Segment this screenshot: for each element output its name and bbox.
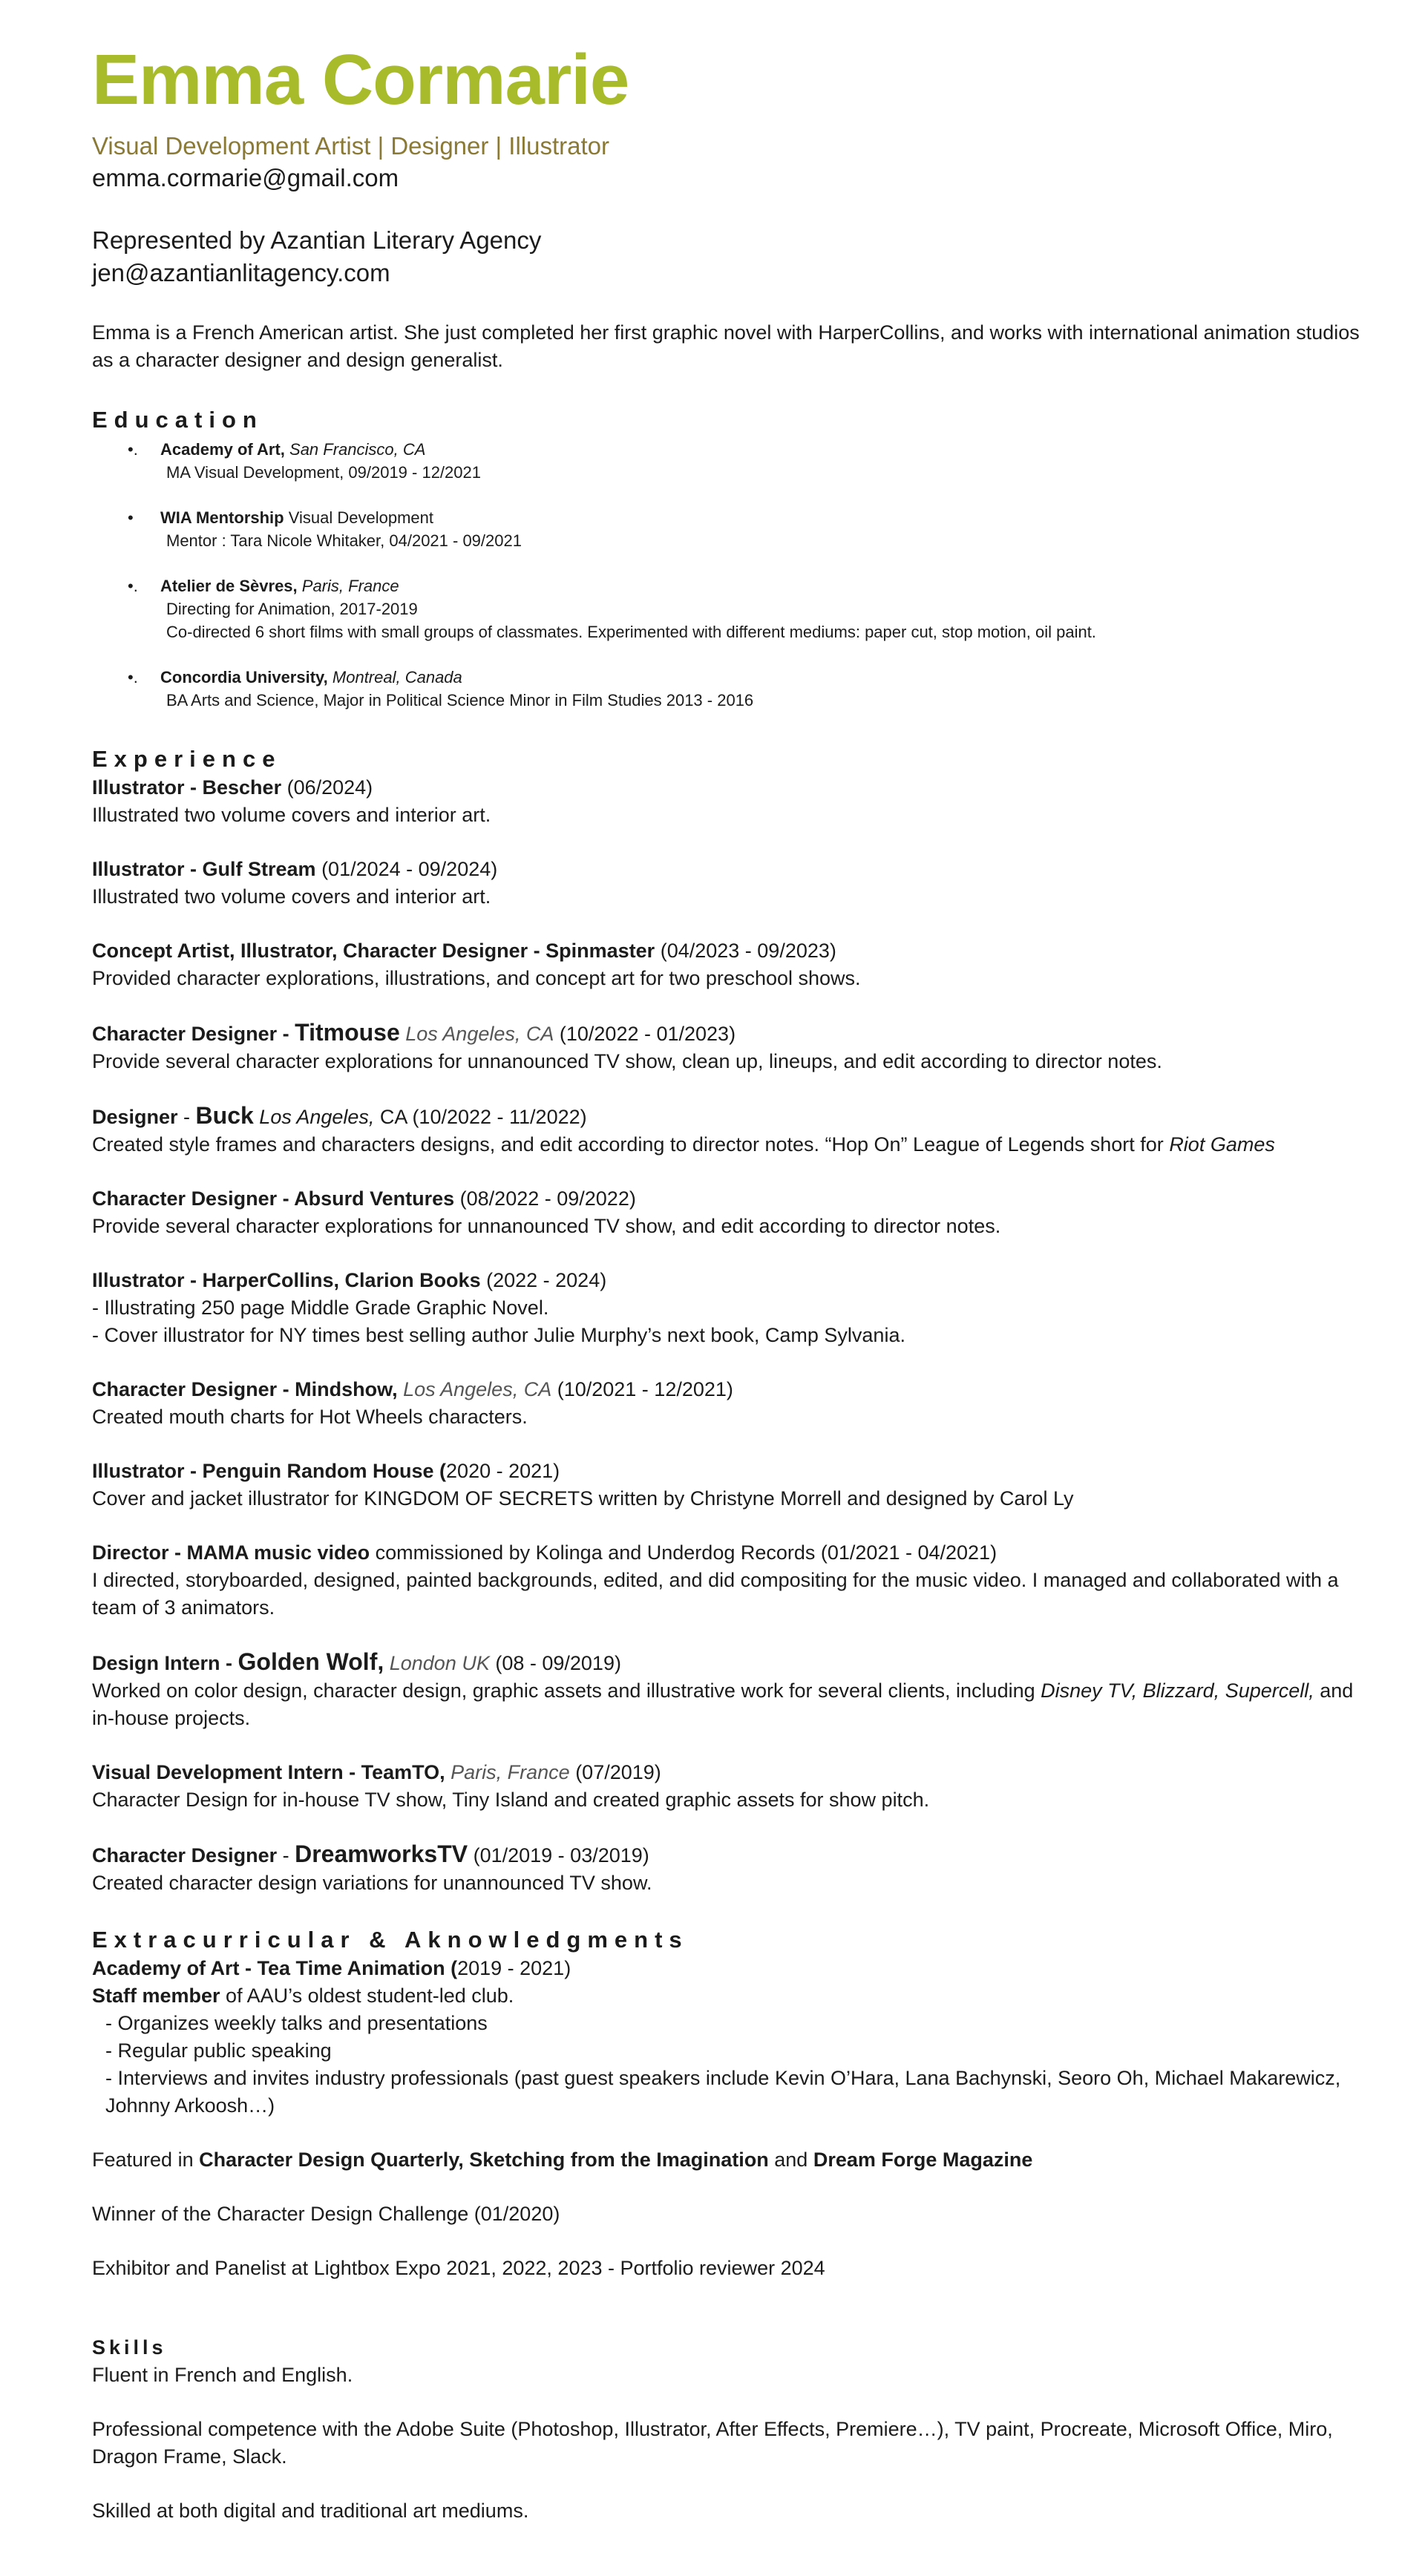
experience-item: Character Designer - Absurd Ventures (08/2022 - 09/2022) Provide several character explorations for unnanounced TV show, and edit according to director notes. (92, 1187, 1001, 1237)
experience-item: Concept Artist, Illustrator, Character Designer - Spinmaster (04/2023 - 09/2023) Provided character explorations, illustrations, and concept art for two preschool shows. (92, 940, 861, 989)
person-name: Emma Cormarie (92, 40, 629, 119)
experience-item: Visual Development Intern - TeamTO, Paris, France (07/2019) Character Design for in-house TV show, Tiny Island and created graphic assets for show pitch. (92, 1761, 930, 1811)
experience-item: Character Designer - DreamworksTV (01/2019 - 03/2019) Created character design variations for unannounced TV show. (92, 1841, 652, 1894)
experience-item: Character Designer - Mindshow, Los Angeles, CA (10/2021 - 12/2021) Created mouth charts for Hot Wheels characters. (92, 1378, 733, 1428)
experience-item: Illustrator - Bescher (06/2024) Illustrated two volume covers and interior art. (92, 776, 491, 826)
experience-item: Character Designer - Titmouse Los Angeles, CA (10/2022 - 01/2023) Provide several character explorations for unnanounced TV show, clean up, lineups, and edit according to director notes. (92, 1019, 1162, 1072)
winner-line: Winner of the Character Design Challenge (01/2020) (92, 2203, 560, 2225)
education-item: • WIA Mentorship Visual Development Mentor : Tara Nicole Whitaker, 04/2021 - 09/2021 (128, 508, 522, 550)
email-link[interactable]: emma.cormarie@gmail.com (92, 164, 399, 191)
experience-item: Director - MAMA music video commissioned by Kolinga and Underdog Records (01/2021 - 04/2021) I directed, storyboarded, designed, painted backgrounds, edited, and did compositing for the music video. I managed and collaborated with a team of 3 animators. (92, 1541, 1339, 1619)
experience-title: Experience (92, 746, 282, 772)
education-item: •. Concordia University, Montreal, Canada BA Arts and Science, Major in Political Science Minor in Film Studies 2013 - 2016 (128, 668, 754, 709)
skills-title: Skills (92, 2336, 167, 2359)
list-item: - Interviews and invites industry professionals (past guest speakers include Kevin O’Hara, Lana Bachynski, Seoro Oh, Michael Makarewicz, Johnny Arkoosh…) (105, 2067, 1341, 2117)
skill-line: Professional competence with the Adobe Suite (Photoshop, Illustrator, After Effects, Premiere…), TV paint, Procreate, Microsoft Office, Miro, Dragon Frame, Slack. (92, 2418, 1333, 2468)
exhibitor-line: Exhibitor and Panelist at Lightbox Expo 2021, 2022, 2023 - Portfolio reviewer 2024 (92, 2257, 825, 2279)
experience-item: Illustrator - Penguin Random House (2020 - 2021) Cover and jacket illustrator for KINGDOM OF SECRETS written by Christyne Morrell and designed by Carol Ly (92, 1460, 1074, 1510)
skill-line: Skilled at both digital and traditional art mediums. (92, 2500, 529, 2522)
resume-content: Emma Cormarie Visual Development Artist | Designer | Illustrator emma.cormarie@gmail.com Represented by Azantian Literary Agency jen@azantianlitagency.com Emma is a French American artist. She just completed her first graphic novel with HarperCollins, and works with international animation studios as a character designer and design generalist. Education •. Academy of Art, San Francisco, CA MA Visual Development, 09/2019 - 12/2021 • WIA Mentorship Visual Development Mentor : Tara Nicole Whitaker, 04/2021 - 09/2021 •. Atelier de Sèvres, Paris, France Directing for Animation, 2017-2019 Co-directed 6 short films with small groups of classmates. Experimented with different mediums: paper cut, stop motion, oil paint. •. Concordia University, Montreal, Canada BA Arts and Science, Major in Political Science Minor in Film Studies 2013 - 2016 Experience Illustrator - Bescher (06/2024) Illustrated two volume covers and interior art. Illustrator - Gulf Stream (01/2024 - 09/2024) Illustrated two volume covers and interior art. Concept Artist, Illustrator, Character Designer - Spinmaster (04/2023 - 09/2023) Provided character explorations, illustrations, and concept art for two preschool shows. Character Designer - Titmouse Los Angeles, CA (10/2022 - 01/2023) Provide several character explorations for unnanounced TV show, clean up, lineups, and edit according to director notes. Designer - Buck Los Angeles, CA (10/2022 - 11/2022) Created style frames and characters designs, and edit according to director notes. “Hop On” League of Legends short for Riot Games Character Designer - Absurd Ventures (08/2022 - 09/2022) Provide several character explorations for unnanounced TV show, and edit according to director notes. Illustrator - HarperCollins, Clarion Books (2022 - 2024) - Illustrating 250 page Middle Grade Graphic Novel. - Cover illustrator for NY times best selling author Julie Murphy’s next book, Camp Sylvania. Character Designer - Mindshow, Los Angeles, CA (10/2021 - 12/2021) Created mouth charts for Hot Wheels characters. Illustrator - Penguin Random House (2020 - 2021) Cover and jacket illustrator for KINGDOM OF SECRETS written by Christyne Morrell and designed by Carol Ly Director - MAMA music video commissioned by Kolinga and Underdog Records (01/2021 - 04/2021) I directed, storyboarded, designed, painted backgrounds, edited, and did compositing for the music video. I managed and collaborated with a team of 3 animators. Design Intern - Golden Wolf, London UK (08 - 09/2019) Worked on color design, character design, graphic assets and illustrative work for several clients, including Disney TV, Blizzard, Supercell, and in-house projects. Visual Development Intern - TeamTO, Paris, France (07/2019) Character Design for in-house TV show, Tiny Island and created graphic assets for show pitch. Character Designer - DreamworksTV (01/2019 - 03/2019) Created character design variations for unannounced TV show. Extracurricular & Aknowledgments Academy of Art - Tea Time Animation (2019 - 2021) Staff member of AAU’s oldest student-led club. - Organizes weekly talks and presentations - Regular public speaking - Interviews and invites industry professionals (past guest speakers include Kevin O’Hara, Lana Bachynski, Seoro Oh, Michael Makarewicz, Johnny Arkoosh…) Featured in Character Design Quarterly, Sketching from the Imagination and Dream Forge Magazine Winner of the Character Design Challenge (01/2020) Exhibitor and Panelist at Lightbox Expo 2021, 2022, 2023 - Portfolio reviewer 2024 Skills Fluent in French and English. Professional competence with the Adobe Suite (Photoshop, Illustrator, After Effects, Premiere…), TV paint, Procreate, Microsoft Office, Miro, Dragon Frame, Slack. Skilled at both digital and traditional art mediums. (92, 36, 1376, 2525)
job-subtitle: Visual Development Artist | Designer | Illustrator (92, 132, 609, 160)
featured-line: Featured in Character Design Quarterly, Sketching from the Imagination and Dream Forge Magazine (92, 2149, 1033, 2171)
experience-item: Designer - Buck Los Angeles, CA (10/2022 - 11/2022) Created style frames and characters designs, and edit according to director notes. “Hop On” League of Legends short for Riot Games (92, 1102, 1275, 1156)
experience-item: Illustrator - HarperCollins, Clarion Books (2022 - 2024) - Illustrating 250 page Middle Grade Graphic Novel. - Cover illustrator for NY times best selling author Julie Murphy’s next book, Camp Sylvania. (92, 1269, 905, 1346)
agency-email-link[interactable]: jen@azantianlitagency.com (92, 259, 390, 286)
skill-line: Fluent in French and English. (92, 2364, 353, 2386)
list-item: - Organizes weekly talks and presentations (105, 2012, 488, 2034)
education-title: Education (92, 407, 263, 433)
education-list (92, 438, 1376, 712)
representation: Represented by Azantian Literary Agency (92, 226, 542, 254)
list-item: - Regular public speaking (105, 2039, 332, 2062)
extracurricular-title: Extracurricular & Aknowledgments (92, 1927, 689, 1953)
experience-item: Illustrator - Gulf Stream (01/2024 - 09/2024) Illustrated two volume covers and interior art. (92, 858, 498, 908)
education-item: •. Atelier de Sèvres, Paris, France Directing for Animation, 2017-2019 Co-directed 6 short films with small groups of classmates. Experimented with different mediums: paper cut, stop motion, oil paint. (128, 577, 1096, 641)
education-item: •. Academy of Art, San Francisco, CA MA Visual Development, 09/2019 - 12/2021 (128, 440, 481, 482)
bio: Emma is a French American artist. She just completed her first graphic novel with HarperCollins, and works with international animation studios as a character designer and design generalist. (92, 321, 1360, 371)
experience-item: Design Intern - Golden Wolf, London UK (08 - 09/2019) Worked on color design, character design, graphic assets and illustrative work for several clients, including Disney TV, Blizzard, Supercell, and in-house projects. (92, 1648, 1354, 1729)
